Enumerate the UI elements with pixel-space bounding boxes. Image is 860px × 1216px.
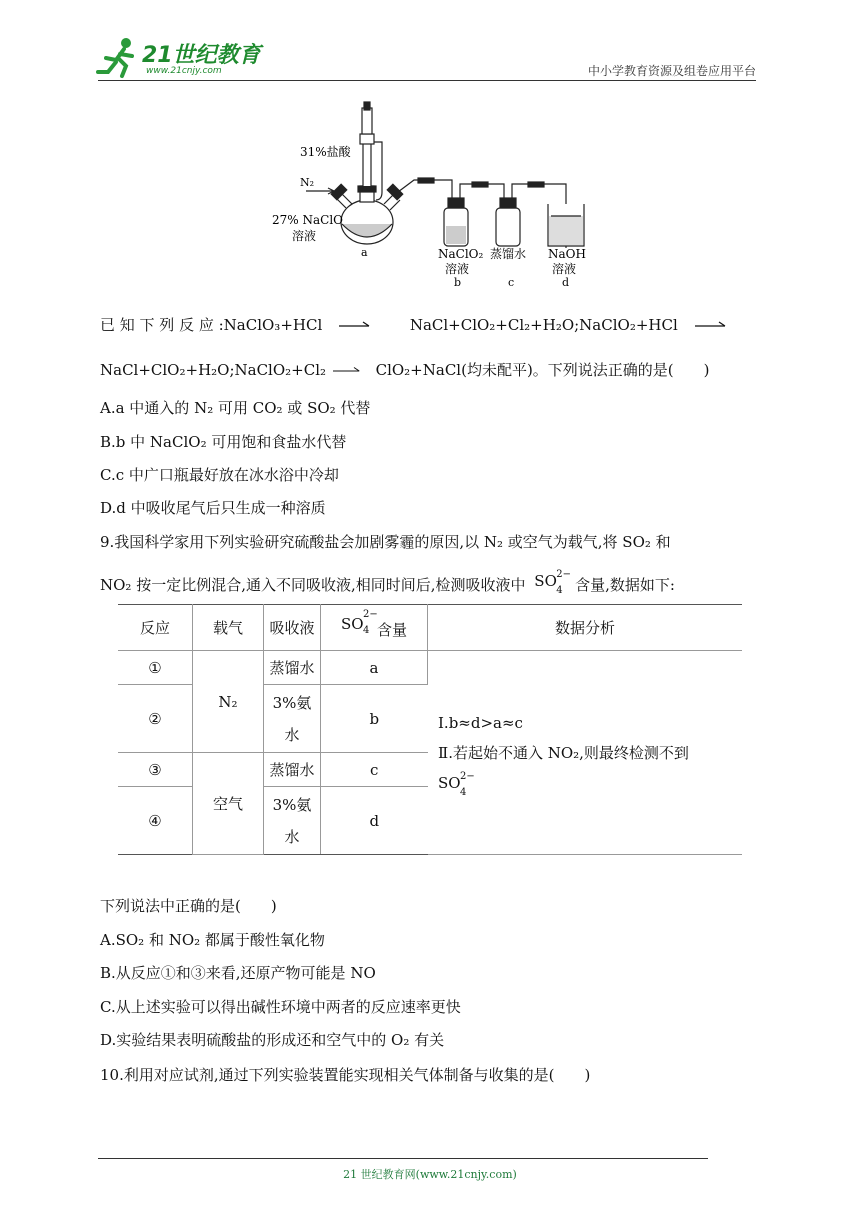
label-d: d xyxy=(562,276,570,289)
runner-logo-icon xyxy=(96,36,146,80)
label-naclo-2: 溶液 xyxy=(292,229,317,243)
q9-stem: 下列说法中正确的是( ) xyxy=(100,897,277,915)
q9-line-1: 9.我国科学家用下列实验研究硫酸盐会加剧雾霾的原因,以 N₂ 或空气为载气,将 SO₂ 和 xyxy=(100,533,671,551)
reaction-arrow-icon xyxy=(339,321,371,331)
apparatus-diagram xyxy=(262,100,602,290)
reaction-arrow-icon xyxy=(333,366,361,376)
q8-intro-3: NaCl+ClO₂+H₂O;NaClO₂+Cl₂ xyxy=(100,361,327,379)
header-reaction: 反应 xyxy=(118,605,193,651)
label-d2: 溶液 xyxy=(552,262,577,276)
label-c: c xyxy=(508,276,515,289)
cell-reaction: ④ xyxy=(118,787,193,855)
cell-liquid: 3%氨 水 xyxy=(264,787,321,855)
cell-content: a xyxy=(321,651,428,685)
q9-line-2 xyxy=(100,570,675,596)
q10-line-1: 10.利用对应试剂,通过下列实验装置能实现相关气体制备与收集的是( ) xyxy=(100,1066,591,1084)
sulfate-ion: SO 2− 4 xyxy=(340,609,378,636)
q8-option-a: A.a 中通入的 N₂ 可用 CO₂ 或 SO₂ 代替 xyxy=(100,399,371,417)
label-n2: N₂ xyxy=(300,176,315,189)
logo-text: 21世纪教育 xyxy=(142,43,261,68)
analysis-2: Ⅱ.若起始不通入 NO₂,则最终检测不到 xyxy=(438,743,689,762)
cell-content: d xyxy=(321,787,428,855)
q9-line-2b: 含量,数据如下: xyxy=(575,576,675,594)
header-gas: 载气 xyxy=(193,605,264,651)
label-b1: NaClO₂ xyxy=(438,247,484,261)
q9-line-2a: NO₂ 按一定比例混合,通入不同吸收液,相同时间后,检测吸收液中 xyxy=(100,576,526,594)
label-hcl: 31%盐酸 xyxy=(300,145,351,159)
header-content: SO 2− 4 含量 xyxy=(321,605,428,651)
q8-intro-line-2 xyxy=(100,359,710,381)
cell-content: b xyxy=(321,685,428,753)
cell-gas: 空气 xyxy=(193,753,264,855)
bottle-c xyxy=(496,208,520,246)
q8-intro-1: 已 知 下 列 反 应 :NaClO₃+HCl xyxy=(100,316,323,334)
sulfate-ion: SO 2− 4 xyxy=(438,770,475,798)
data-table xyxy=(118,604,742,855)
q8-intro-2: NaCl+ClO₂+Cl₂+H₂O;NaClO₂+HCl xyxy=(409,316,678,334)
cell-content: c xyxy=(321,753,428,787)
q9-option-d: D.实验结果表明硫酸盐的形成还和空气中的 O₂ 有关 xyxy=(100,1031,445,1049)
label-a: a xyxy=(361,246,368,259)
q8-option-c: C.c 中广口瓶最好放在冰水浴中冷却 xyxy=(100,466,339,484)
cell-liquid: 蒸馏水 xyxy=(264,753,321,787)
q8-option-d: D.d 中吸收尾气后只生成一种溶质 xyxy=(100,499,326,517)
cell-liquid: 蒸馏水 xyxy=(264,651,321,685)
q9-option-a: A.SO₂ 和 NO₂ 都属于酸性氧化物 xyxy=(100,931,325,949)
header-platform-text: 中小学教育资源及组卷应用平台 xyxy=(587,64,756,78)
analysis-1: Ⅰ.b≈d>a≈c xyxy=(438,713,523,732)
cell-liquid: 3%氨 水 xyxy=(264,685,321,753)
table-row xyxy=(118,651,742,685)
footer-rule xyxy=(98,1158,708,1159)
q8-option-b: B.b 中 NaClO₂ 可用饱和食盐水代替 xyxy=(100,433,347,451)
header-rule xyxy=(98,80,756,81)
table-header-row xyxy=(118,605,742,651)
reaction-arrow-icon xyxy=(695,321,727,331)
sulfate-ion: SO 2− 4 xyxy=(534,569,572,596)
cell-gas: N₂ xyxy=(193,651,264,753)
q9-option-b: B.从反应①和③来看,还原产物可能是 NO xyxy=(100,964,376,982)
label-b: b xyxy=(454,276,462,289)
q8-intro-line-1 xyxy=(100,314,727,336)
label-naclo: 27% NaClO xyxy=(272,213,343,227)
analysis-3 xyxy=(438,768,742,798)
cell-analysis xyxy=(428,651,743,855)
label-d1: NaOH xyxy=(548,247,586,261)
label-c1: 蒸馏水 xyxy=(490,247,527,261)
header-liquid: 吸收液 xyxy=(264,605,321,651)
header-logo xyxy=(96,36,266,80)
cell-reaction: ③ xyxy=(118,753,193,787)
q8-intro-4: ClO₂+NaCl(均未配平)。下列说法正确的是( ) xyxy=(375,361,710,379)
label-b2: 溶液 xyxy=(445,262,470,276)
footer-text: 21 世纪教育网(www.21cnjy.com) xyxy=(343,1168,517,1181)
logo-url: www.21cnjy.com xyxy=(146,66,222,76)
cell-reaction: ② xyxy=(118,685,193,753)
header-analysis: 数据分析 xyxy=(428,605,743,651)
cell-reaction: ① xyxy=(118,651,193,685)
q9-option-c: C.从上述实验可以得出碱性环境中两者的反应速率更快 xyxy=(100,998,461,1016)
